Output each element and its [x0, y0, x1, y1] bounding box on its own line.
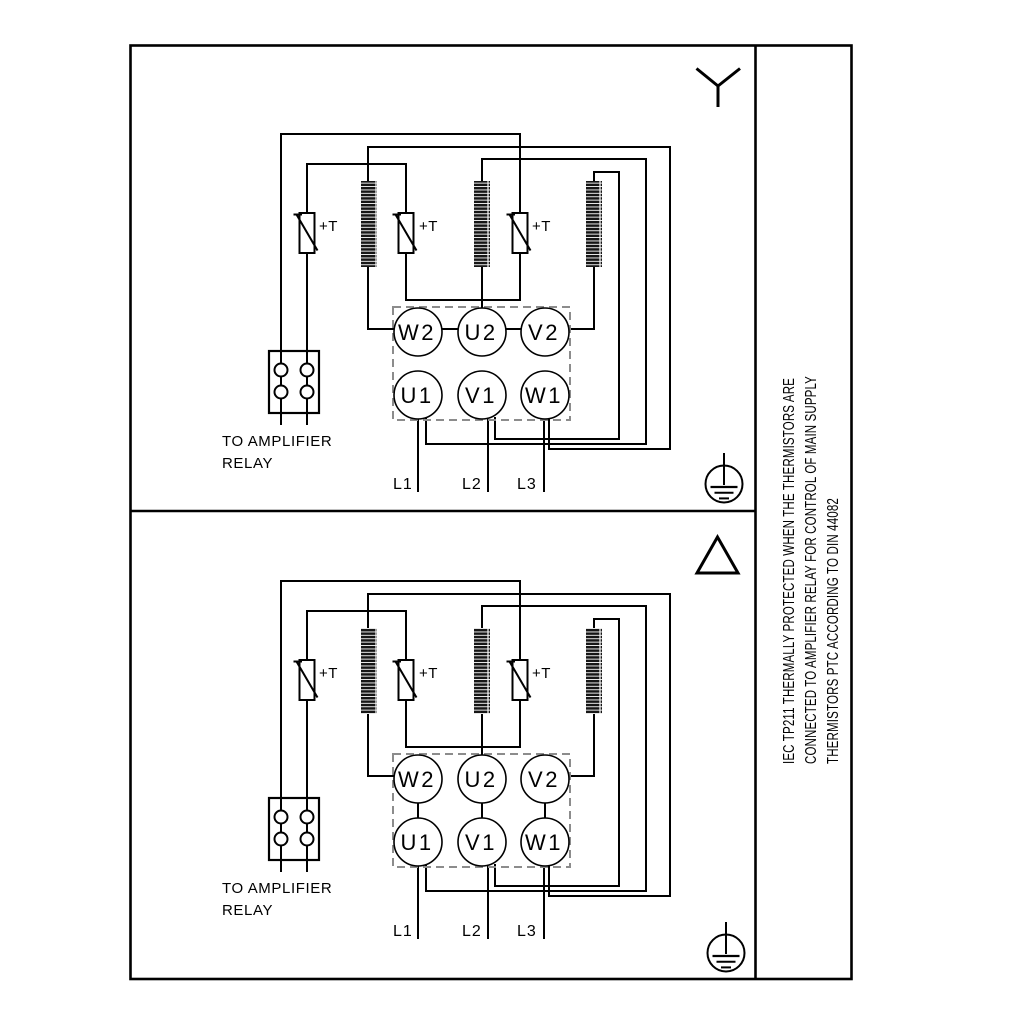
supply-label-l3: L3: [517, 923, 537, 940]
thermistor-label: +T: [532, 665, 551, 682]
terminal-label-w2: W2: [398, 767, 436, 792]
winding-coil: [586, 628, 602, 714]
relay-terminal: [301, 833, 314, 846]
terminal-label-u1: U1: [400, 830, 434, 855]
amplifier-relay-box: [269, 798, 319, 860]
star-connection-diagram: [222, 69, 743, 503]
relay-caption-line2: RELAY: [222, 455, 274, 472]
relay-terminal: [275, 364, 288, 377]
delta-symbol: [697, 537, 738, 573]
terminal-label-u1: U1: [400, 383, 434, 408]
supply-label-l3: L3: [517, 476, 537, 493]
terminal-label-w2: W2: [398, 320, 436, 345]
relay-terminal: [275, 811, 288, 824]
note-panel: [781, 240, 842, 764]
thermistor-symbol: [294, 213, 318, 253]
supply-label-l1: L1: [393, 923, 413, 940]
terminal-label-v2: V2: [528, 320, 560, 345]
thermistor-label: +T: [319, 218, 338, 235]
ground-symbol: [706, 453, 743, 503]
supply-label-l2: L2: [462, 476, 482, 493]
thermistor-label: +T: [532, 218, 551, 235]
thermistor-symbol: [393, 213, 417, 253]
note-line-1: IEC TP211 THERMALLY PROTECTED WHEN THE THERMISTORS ARE: [781, 244, 798, 764]
terminal-label-v2: V2: [528, 767, 560, 792]
thermistor-label: +T: [319, 665, 338, 682]
winding-coil: [474, 628, 490, 714]
note-line-2: CONNECTED TO AMPLIFIER RELAY FOR CONTROL OF MAIN SUPPLY: [803, 240, 820, 764]
thermistor-label: +T: [419, 218, 438, 235]
relay-caption-line1: TO AMPLIFIER: [222, 433, 333, 450]
winding-coil: [474, 181, 490, 267]
relay-terminal: [275, 386, 288, 399]
terminal-label-u2: U2: [464, 767, 498, 792]
relay-caption-line1: TO AMPLIFIER: [222, 880, 333, 897]
terminal-label-v1: V1: [465, 830, 497, 855]
note-line-3: THERMISTORS PTC ACCORDING TO DIN 44082: [825, 406, 842, 764]
terminal-label-w1: W1: [525, 383, 563, 408]
thermistor-symbol: [294, 660, 318, 700]
relay-terminal: [301, 811, 314, 824]
delta-connection-diagram: [222, 537, 745, 972]
ground-symbol: [708, 922, 745, 972]
supply-label-l1: L1: [393, 476, 413, 493]
supply-label-l2: L2: [462, 923, 482, 940]
winding-coil: [361, 628, 377, 714]
terminal-label-w1: W1: [525, 830, 563, 855]
thermistor-symbol: [393, 660, 417, 700]
terminal-label-u2: U2: [464, 320, 498, 345]
relay-terminal: [301, 364, 314, 377]
thermistor-symbol: [507, 213, 531, 253]
thermistor-label: +T: [419, 665, 438, 682]
terminal-label-v1: V1: [465, 383, 497, 408]
thermistor-symbol: [507, 660, 531, 700]
relay-terminal: [301, 386, 314, 399]
winding-coil: [586, 181, 602, 267]
winding-coil: [361, 181, 377, 267]
relay-caption-line2: RELAY: [222, 902, 274, 919]
star-symbol: [697, 69, 741, 108]
amplifier-relay-box: [269, 351, 319, 413]
relay-terminal: [275, 833, 288, 846]
